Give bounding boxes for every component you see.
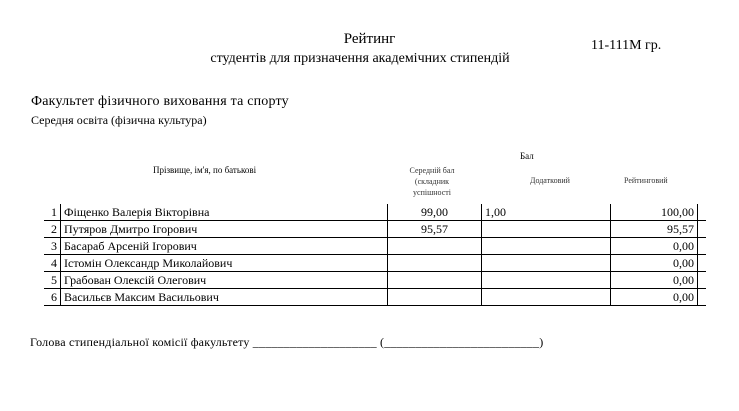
additional-score [482, 255, 611, 272]
table-row [44, 221, 706, 238]
average-score [388, 238, 482, 255]
education-program: Середня освіта (фізична культура) [31, 113, 207, 127]
row-end-border [698, 221, 707, 238]
row-end-border [698, 204, 707, 221]
table-row [44, 255, 706, 272]
student-name: Басараб Арсеній Ігорович [61, 238, 388, 255]
rating-score: 0,00 [611, 289, 698, 306]
row-end-border [698, 272, 707, 289]
additional-score [482, 221, 611, 238]
document-title: Рейтинг [343, 31, 396, 47]
student-name: Васильєв Максим Васильович [61, 289, 388, 306]
row-end-border [698, 238, 707, 255]
student-name: Грабован Олексій Олегович [61, 272, 388, 289]
student-name: Фіщенко Валерія Вікторівна [61, 204, 388, 221]
group-label: 11-111М гр. [591, 38, 662, 53]
additional-score [482, 289, 611, 306]
table-row [44, 289, 706, 306]
row-number: 4 [44, 255, 61, 272]
document-subtitle: студентів для призначення академічних стипендій [210, 51, 510, 66]
faculty-name: Факультет фізичного виховання та спорту [31, 94, 289, 109]
average-score: 99,00 [388, 204, 482, 221]
column-header-additional: Додатковий [530, 176, 570, 185]
rating-score: 0,00 [611, 238, 698, 255]
row-number: 5 [44, 272, 61, 289]
column-header-average: Середній бал (складник успішності [409, 166, 455, 197]
rating-score: 0,00 [611, 272, 698, 289]
average-score [388, 255, 482, 272]
student-name: Істомін Олександр Миколайович [61, 255, 388, 272]
table-row [44, 238, 706, 255]
student-name: Путяров Дмитро Ігорович [61, 221, 388, 238]
column-header-name: Прізвище, ім'я, по батькові [153, 165, 257, 175]
average-score: 95,57 [388, 221, 482, 238]
row-number: 6 [44, 289, 61, 306]
row-number: 2 [44, 221, 61, 238]
row-number: 3 [44, 238, 61, 255]
average-score [388, 272, 482, 289]
additional-score: 1,00 [482, 204, 611, 221]
column-header-rating: Рейтинговий [624, 176, 668, 185]
rating-score: 100,00 [611, 204, 698, 221]
row-number: 1 [44, 204, 61, 221]
signature-line: Голова стипендіальної комісії факультету ____________________ (_________________________) [30, 335, 544, 349]
additional-score [482, 238, 611, 255]
table-row [44, 204, 706, 221]
additional-score [482, 272, 611, 289]
column-header-score-group: Бал [520, 151, 534, 161]
rating-score: 95,57 [611, 221, 698, 238]
row-end-border [698, 255, 707, 272]
row-end-border [698, 289, 707, 306]
table-row [44, 272, 706, 289]
rating-score: 0,00 [611, 255, 698, 272]
students-table [44, 204, 706, 306]
average-score [388, 289, 482, 306]
